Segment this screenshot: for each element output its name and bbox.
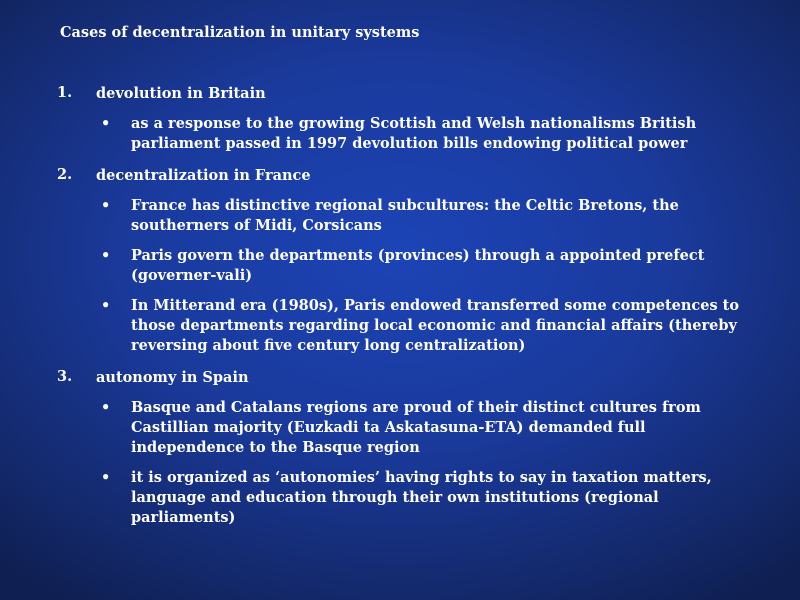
bullet-item [101,196,743,236]
bullet-item [101,468,743,528]
section-decentralization-france [0,166,800,356]
bullet-icon: • [101,399,111,416]
bullet-text: In Mitterand era (1980s), Paris endowed transferred some competences to those departments regarding local economic and financial affairs (thereby reversing about five century long centralization) [131,297,740,354]
slide-content [0,84,800,528]
bullet-icon: • [101,469,111,486]
bullet-item [101,114,743,154]
bullet-icon: • [101,297,111,314]
bullet-text: Basque and Catalans regions are proud of their distinct cultures from Castillian majority (Euzkadi ta Askatasuna-ETA) demanded full independence to the Basque region [131,399,701,456]
section-label: decentralization in France [96,167,311,184]
bullet-icon: • [101,115,111,132]
section-number: 1. [57,84,73,101]
section-number: 2. [57,166,73,183]
section-autonomy-spain [0,368,800,528]
bullet-text: as a response to the growing Scottish and Welsh nationalisms British parliament passed in 1997 devolution bills endowing political power [131,115,697,152]
bullet-text: Paris govern the departments (provinces) through a appointed prefect (governer-vali) [131,247,705,284]
bullet-item [101,296,743,356]
bullet-icon: • [101,247,111,264]
section-label: autonomy in Spain [96,369,249,386]
bullet-text: France has distinctive regional subcultures: the Celtic Bretons, the southerners of Midi, Corsicans [131,197,679,234]
bullet-item [101,398,743,458]
section-label: devolution in Britain [96,85,266,102]
bullet-item [101,246,743,286]
section-number: 3. [57,368,73,385]
bullet-icon: • [101,197,111,214]
section-devolution-britain [0,84,800,154]
slide-title: Cases of decentralization in unitary systems [60,24,420,41]
bullet-text: it is organized as ‘autonomies’ having rights to say in taxation matters, language and education through their own institutions (regional parliaments) [131,469,712,526]
